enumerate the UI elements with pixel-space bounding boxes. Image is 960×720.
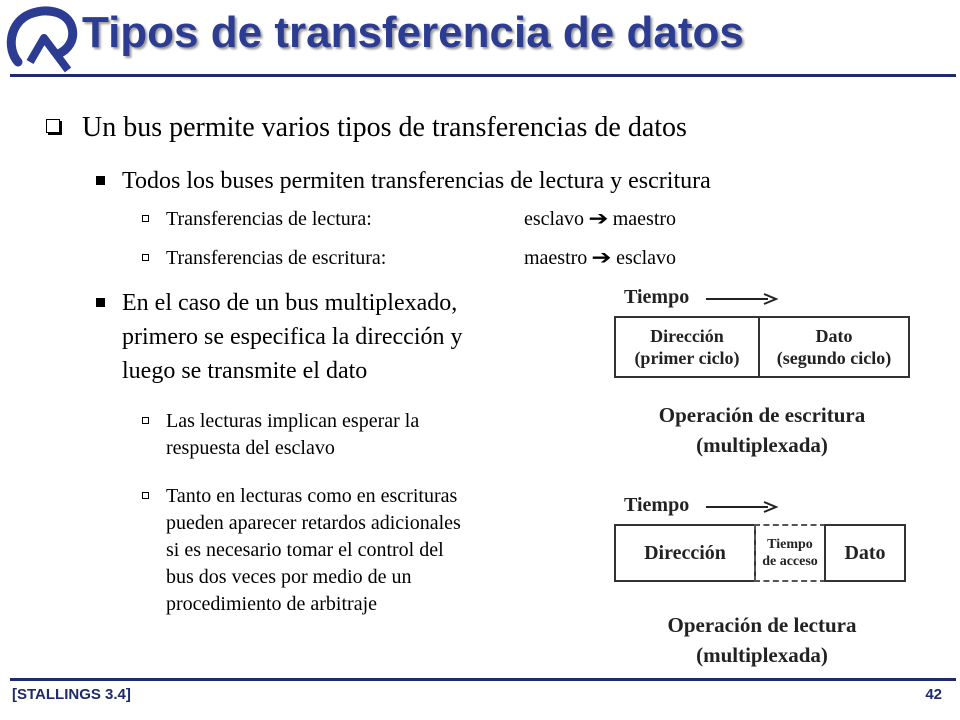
access-time-cell [754,524,826,582]
read-direction [524,206,676,233]
caption-line: Operación de escritura [658,403,866,427]
caption-line: (multiplexada) [696,643,828,667]
read-timing-box [614,524,906,582]
data-cycle-cell [758,318,908,376]
read-operation-figure [620,494,920,674]
logo-icon [4,4,82,74]
right-arrow-icon: ➔ [591,247,612,269]
right-arrow-icon: ➔ [588,208,609,230]
read-figure-caption [620,610,904,670]
write-direction [524,245,676,272]
time-label: Tiempo [624,494,690,516]
page-number: 42 [925,686,942,703]
filled-square-bullet-icon [96,176,105,185]
filled-square-bullet-icon [96,298,105,307]
read-to: maestro [612,208,677,230]
data-cell: Dato [824,524,906,582]
bullet-line: En el caso de un bus multiplexado, [122,290,458,316]
square-bullet-icon [46,119,60,133]
extra-delays-item [166,483,586,618]
sub-line: respuesta del esclavo [166,437,335,459]
time-label: Tiempo [624,286,690,308]
bullet-level2-rw [122,164,711,198]
sub-line: Tanto en lecturas como en escrituras [166,485,458,507]
sub-line: si es necesario tomar el control del [166,539,444,561]
bullet-line: luego se transmite el dato [122,358,368,384]
time-arrow-icon [706,500,778,514]
cell-line: (segundo ciclo) [776,348,892,368]
hollow-square-bullet-icon [142,492,149,499]
bullet-level2-multiplexed [122,286,592,388]
slide-title: Tipos de transferencia de datos [82,8,744,57]
cell-line: Tiempo [767,537,813,552]
write-transfer-item [166,245,766,272]
write-figure-caption [620,400,904,460]
time-arrow-icon [706,292,778,306]
write-timing-box [614,316,910,378]
caption-line: (multiplexada) [696,433,828,457]
address-cell: Dirección [614,524,756,582]
cell-line: de acceso [762,554,818,569]
write-from: maestro [524,247,588,269]
sub-line: pueden aparecer retardos adicionales [166,512,461,534]
reads-wait-item [166,408,586,462]
read-transfer-item [166,206,766,233]
write-operation-figure [620,286,920,466]
sub-line: procedimiento de arbitraje [166,593,378,615]
hollow-square-bullet-icon [142,254,149,261]
bullet-text: Todos los buses permiten transferencias de lectura y escritura [122,168,711,194]
address-cycle-cell [616,318,758,376]
reference-label: [STALLINGS 3.4] [12,686,131,703]
read-from: esclavo [524,208,584,230]
hollow-square-bullet-icon [142,417,149,424]
title-rule [10,74,956,77]
hollow-square-bullet-icon [142,215,149,222]
cell-line: Dato [815,326,853,346]
sub-line: Las lecturas implican esperar la [166,410,420,432]
sub-line: bus dos veces por medio de un [166,566,412,588]
caption-line: Operación de lectura [667,613,857,637]
bullet-text: Un bus permite varios tipos de transferencias de datos [82,112,687,143]
write-to: esclavo [616,247,677,269]
footer-rule [10,678,956,681]
write-label: Transferencias de escritura: [166,247,387,269]
read-label: Transferencias de lectura: [166,208,372,230]
bullet-level1 [46,112,687,144]
cell-line: (primer ciclo) [634,348,740,368]
cell-line: Dirección [650,326,724,346]
bullet-line: primero se especifica la dirección y [122,324,463,350]
